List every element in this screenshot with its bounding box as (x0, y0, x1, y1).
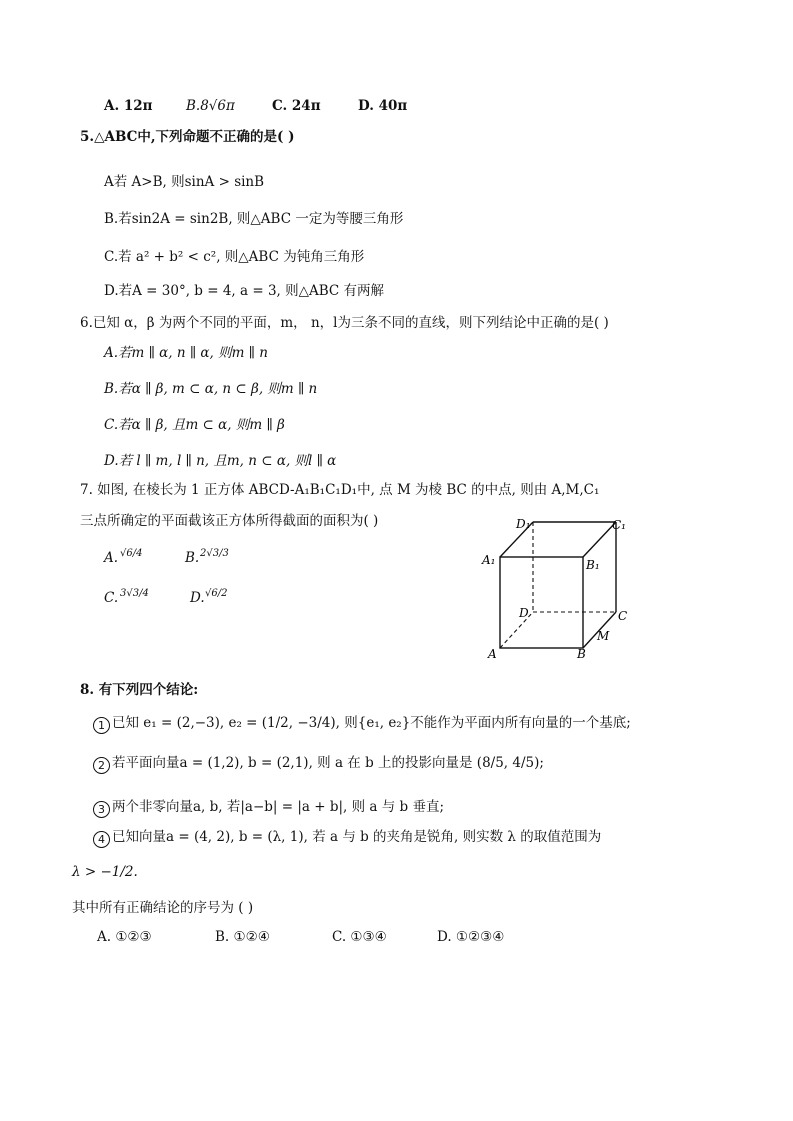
q7-option-a-label: A. (104, 550, 119, 566)
circled-3: 3 (93, 801, 110, 818)
q7-option-d-label: D. (190, 590, 205, 606)
circled-2: 2 (93, 757, 110, 774)
label-d1: D₁ (516, 517, 531, 531)
q8-statement-1-text: 已知 e₁ = (2,−3), e₂ = (1/2, −3/4), 则{e₁, e₂}不能作为平面内所有向量的一个基底; (112, 715, 631, 731)
label-b: B (577, 647, 586, 661)
q8-option-d: D. ①②③④ (437, 929, 505, 945)
q8-statement-4-text: 已知向量a = (4, 2), b = (λ, 1), 若 a 与 b 的夹角是锐角, 则实数 λ 的取值范围为 (112, 829, 602, 845)
circled-1: 1 (93, 717, 110, 734)
q7-stem-line2: 三点所确定的平面截该正方体所得截面的面积为( ) (80, 513, 379, 529)
q8-statement-4 (93, 828, 601, 848)
label-a: A (488, 647, 497, 661)
q8-stem: 8. 有下列四个结论: (80, 682, 199, 698)
q8-option-b: B. ①②④ (215, 929, 270, 945)
q5-option-b: B.若sin2A = sin2B, 则△ABC 一定为等腰三角形 (104, 211, 404, 227)
q5-stem: 5.△ABC中,下列命题不正确的是( ) (80, 129, 295, 145)
q5-option-a: A若 A>B, 则sinA > sinB (104, 174, 265, 190)
q4-option-b: B.8√6π (186, 98, 235, 114)
q8-ask: 其中所有正确结论的序号为 ( ) (72, 900, 254, 916)
label-d: D (519, 606, 529, 620)
label-a1: A₁ (482, 553, 496, 567)
label-c: C (618, 609, 628, 623)
q7-option-d-value: √6/2 (205, 588, 228, 599)
q4-option-a: A. 12π (104, 98, 153, 114)
q6-stem: 6.已知 α，β 为两个不同的平面，m， n，l为三条不同的直线，则下列结论中正确的是( ) (80, 315, 609, 331)
q7-option-c-value: 3√3/4 (120, 588, 149, 599)
q8-statement-3 (93, 798, 444, 818)
q7-option-c-label: C. (104, 590, 119, 606)
q6-option-c: C.若α ∥ β, 且m ⊂ α, 则m ∥ β (104, 417, 285, 433)
q6-option-b: B.若α ∥ β, m ⊂ α, n ⊂ β, 则m ∥ n (104, 381, 318, 397)
label-c1: C₁ (612, 518, 626, 532)
q8-statement-1 (93, 714, 631, 734)
circled-4: 4 (93, 831, 110, 848)
q8-option-c: C. ①③④ (332, 929, 387, 945)
q7-stem-line1: 7. 如图, 在棱长为 1 正方体 ABCD-A₁B₁C₁D₁中, 点 M 为棱 BC 的中点, 则由 A,M,C₁ (80, 482, 600, 498)
q6-option-a: A.若m ∥ α, n ∥ α, 则m ∥ n (104, 345, 268, 361)
q5-option-c: C.若 a² + b² < c², 则△ABC 为钝角三角形 (104, 249, 365, 265)
q7-option-b-value: 2√3/3 (200, 548, 229, 559)
q4-option-d: D. 40π (358, 98, 408, 114)
q7-option-a-value: √6/4 (120, 548, 143, 559)
q8-statement-3-text: 两个非零向量a, b, 若|a−b| = |a + b|, 则 a 与 b 垂直; (112, 799, 445, 815)
label-b1: B₁ (586, 558, 600, 572)
cube-figure (478, 512, 638, 662)
q5-option-d: D.若A = 30°, b = 4, a = 3, 则△ABC 有两解 (104, 283, 385, 299)
q4-option-c: C. 24π (272, 98, 321, 114)
front-face (500, 557, 583, 648)
q7-option-b-label: B. (185, 550, 200, 566)
q8-statement-2-text: 若平面向量a = (1,2), b = (2,1), 则 a 在 b 上的投影向量是 (8/5, 4/5); (112, 755, 544, 771)
q8-statement-4-range: λ > −1/2. (72, 864, 138, 880)
q8-statement-2 (93, 754, 544, 774)
q6-option-d: D.若 l ∥ m, l ∥ n, 且m, n ⊂ α, 则l ∥ α (104, 453, 337, 469)
q8-option-a: A. ①②③ (97, 929, 152, 945)
label-m: M (597, 629, 610, 643)
